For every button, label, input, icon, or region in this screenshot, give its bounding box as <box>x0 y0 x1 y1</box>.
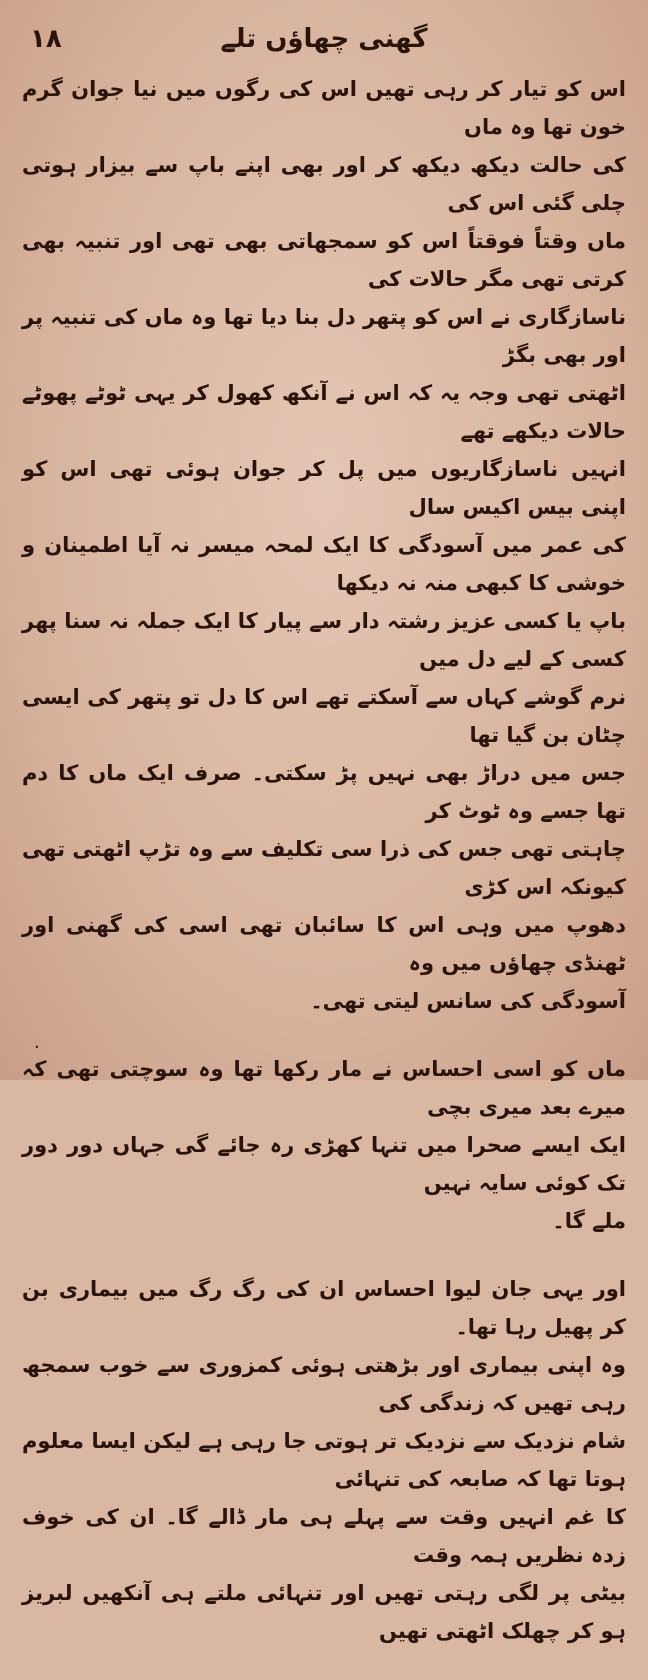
body-text <box>22 70 626 1680</box>
text-line: دھوپ میں وہی اس کا سائبان تھی اسی کی گھنی اور ٹھنڈی چھاؤں میں وہ <box>22 913 626 975</box>
page-header <box>0 24 648 64</box>
text-line: ماں کو اسی احساس نے مار رکھا تھا وہ سوچتی تھی کہ میرے بعد میری بچی <box>22 1057 626 1119</box>
text-line: شام نزدیک سے نزدیک تر ہوتی جا رہی ہے لیکن ایسا معلوم ہوتا تھا کہ صابعہ کی تنہائی <box>22 1429 626 1491</box>
text-line: کا غم انہیں وقت سے پہلے ہی مار ڈالے گا۔ ان کی خوف زدہ نظریں ہمہ وقت <box>22 1505 626 1567</box>
text-line: آسودگی کی سانس لیتی تھی۔ <box>310 989 626 1013</box>
text-line: اس کو تیار کر رہی تھیں اس کی رگوں میں نیا جوان گرم خون تھا وہ ماں <box>22 77 626 139</box>
text-line: چاہتی تھی جس کی ذرا سی تکلیف سے وہ تڑپ اٹھتی تھی کیونکہ اس کڑی <box>22 837 626 899</box>
text-line: ایک ایسے صحرا میں تنہا کھڑی رہ جائے گی جہاں دور دور تک کوئی سایہ نہیں <box>22 1133 626 1195</box>
text-line: وہ اپنی بیماری اور بڑھتی ہوئی کمزوری سے خوب سمجھ رہی تھیں کہ زندگی کی <box>22 1353 626 1415</box>
text-line: باپ یا کسی عزیز رشتہ دار سے پیار کا ایک جملہ نہ سنا پھر کسی کے لیے دل میں <box>22 609 626 671</box>
paragraph <box>22 1050 626 1240</box>
text-line: بیٹی پر لگی رہتی تھیں اور تنہائی ملتے ہی آنکھیں لبریز ہو کر چھلک اٹھتی تھیں <box>22 1581 626 1643</box>
page-mark: · <box>34 1037 40 1058</box>
running-title: گھنی چھاؤں تلے <box>220 24 428 54</box>
text-line: کی حالت دیکھ دیکھ کر اور بھی اپنے باپ سے بیزار ہوتی چلی گئی اس کی <box>22 153 626 215</box>
text-line: ناسازگاری نے اس کو پتھر دل بنا دیا تھا وہ ماں کی تنبیہ پر اور بھی بگڑ <box>22 305 626 367</box>
page-number: ۱۸ <box>30 24 62 54</box>
text-line: کی عمر میں آسودگی کا ایک لمحہ میسر نہ آیا اطمینان و خوشی کا کبھی منہ نہ دیکھا <box>22 533 626 595</box>
text-line: اٹھتی تھی وجہ یہ کہ اس نے آنکھ کھول کر یہی ٹوٹے پھوٹے حالات دیکھے تھے <box>22 381 626 443</box>
text-line: انہیں ناسازگاریوں میں پل کر جوان ہوئی تھی اس کو اپنی بیس اکیس سال <box>22 457 626 519</box>
text-line: ماں وقتاً فوقتاً اس کو سمجھاتی بھی تھی اور تنبیہ بھی کرتی تھی مگر حالات کی <box>22 229 626 291</box>
text-line: اور یہی جان لیوا احساس ان کی رگ رگ میں بیماری بن کر پھیل رہا تھا۔ <box>22 1277 626 1339</box>
paragraph <box>22 70 626 1020</box>
paragraph <box>22 1270 626 1650</box>
text-line: ملے گا۔ <box>552 1209 626 1233</box>
text-line: جس میں دراڑ بھی نہیں پڑ سکتی۔ صرف ایک ماں کا دم تھا جسے وہ ٹوٹ کر <box>22 761 626 823</box>
text-line: نرم گوشے کہاں سے آسکتے تھے اس کا دل تو پتھر کی ایسی چٹان بن گیا تھا <box>22 685 626 747</box>
